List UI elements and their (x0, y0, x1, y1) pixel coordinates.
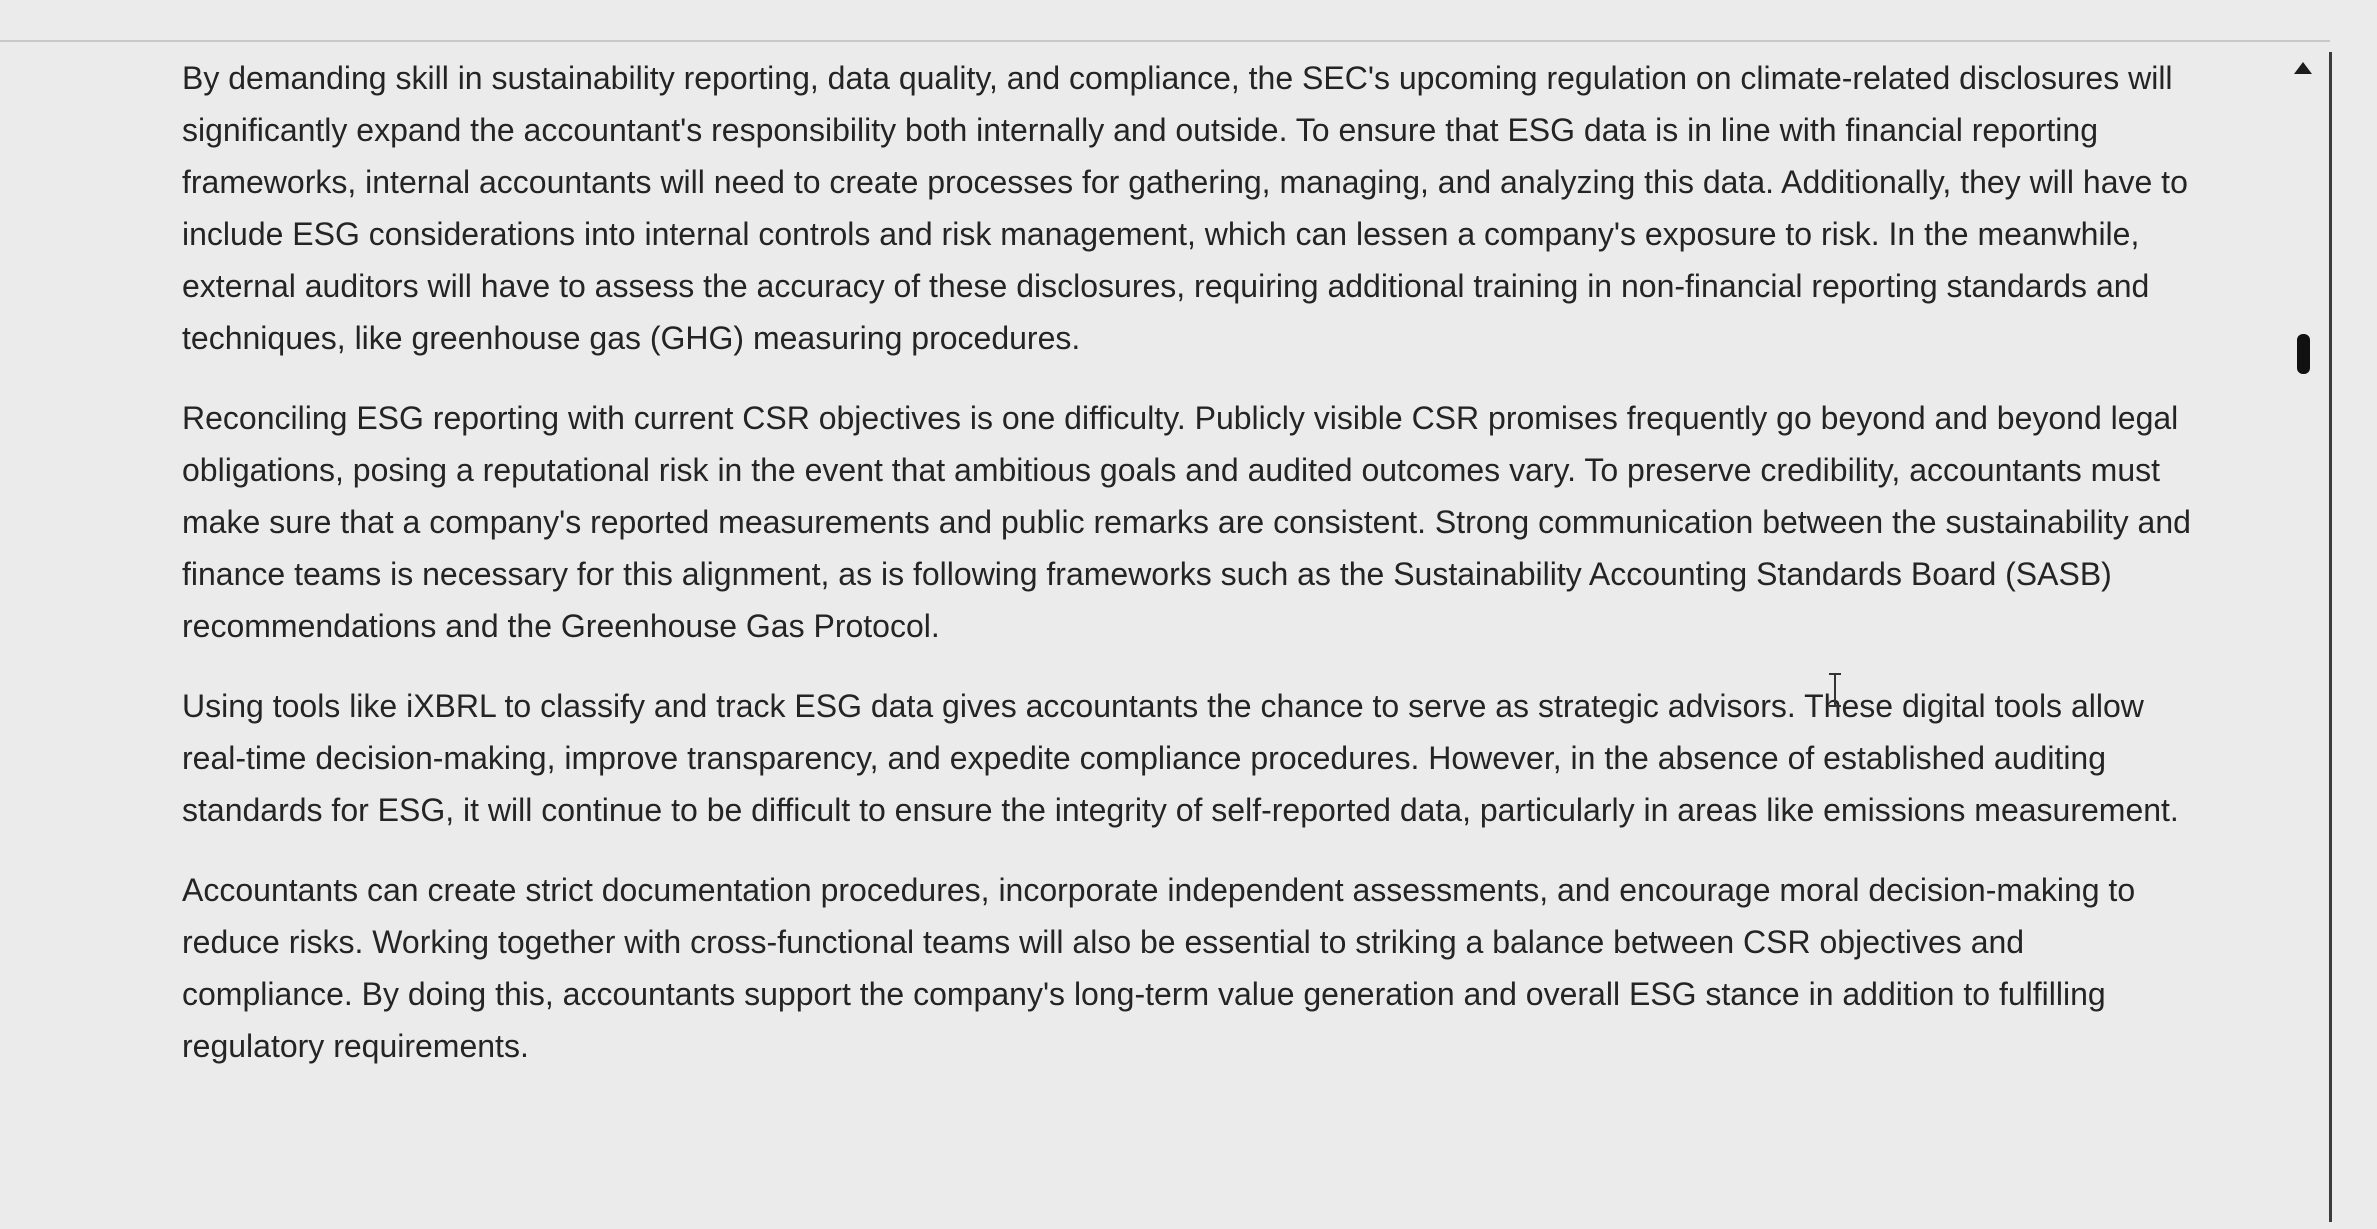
text-cursor-icon (1826, 672, 1844, 708)
paragraph-1: By demanding skill in sustainability reporting, data quality, and compliance, the SEC's upcoming regulation on climate-related disclosures will significantly expand the accountant's responsibility both internally and outside. To ensure that ESG data is in line with financial reporting frameworks, internal accountants will need to create processes for gathering, managing, and analyzing this data. Additionally, they will have to include ESG considerations into internal controls and risk management, which can lessen a company's exposure to risk. In the meanwhile, external auditors will have to assess the accuracy of these disclosures, requiring additional training in non-financial reporting standards and techniques, like greenhouse gas (GHG) measuring procedures. (182, 60, 2188, 356)
scroll-up-arrow-icon[interactable] (2294, 62, 2312, 74)
paragraph-3: Using tools like iXBRL to classify and track ESG data gives accountants the chance to serve as strategic advisors. These digital tools allow real-time decision-making, improve transparency, and expedite compliance procedures. However, in the absence of established auditing standards for ESG, it will continue to be difficult to ensure the integrity of self-reported data, particularly in areas like emissions measurement. (182, 688, 2179, 828)
scroll-thumb[interactable] (2297, 334, 2310, 374)
paragraph-2: Reconciling ESG reporting with current CSR objectives is one difficulty. Publicly visible CSR promises frequently go beyond and beyond legal obligations, posing a reputational risk in the event that ambitious goals and audited outcomes vary. To preserve credibility, accountants must make sure that a company's reported measurements and public remarks are consistent. Strong communication between the sustainability and finance teams is necessary for this alignment, as is following frameworks such as the Sustainability Accounting Standards Board (SASB) recommendations and the Greenhouse Gas Protocol. (182, 400, 2191, 644)
paragraph-4: Accountants can create strict documentation procedures, incorporate independent assessments, and encourage moral decision-making to reduce risks. Working together with cross-functional teams will also be essential to striking a balance between CSR objectives and compliance. By doing this, accountants support the company's long-term value generation and overall ESG stance in addition to fulfilling regulatory requirements. (182, 872, 2136, 1064)
vertical-scrollbar[interactable] (2282, 52, 2332, 1222)
document-body[interactable] (182, 52, 2202, 1222)
top-divider (0, 40, 2330, 42)
